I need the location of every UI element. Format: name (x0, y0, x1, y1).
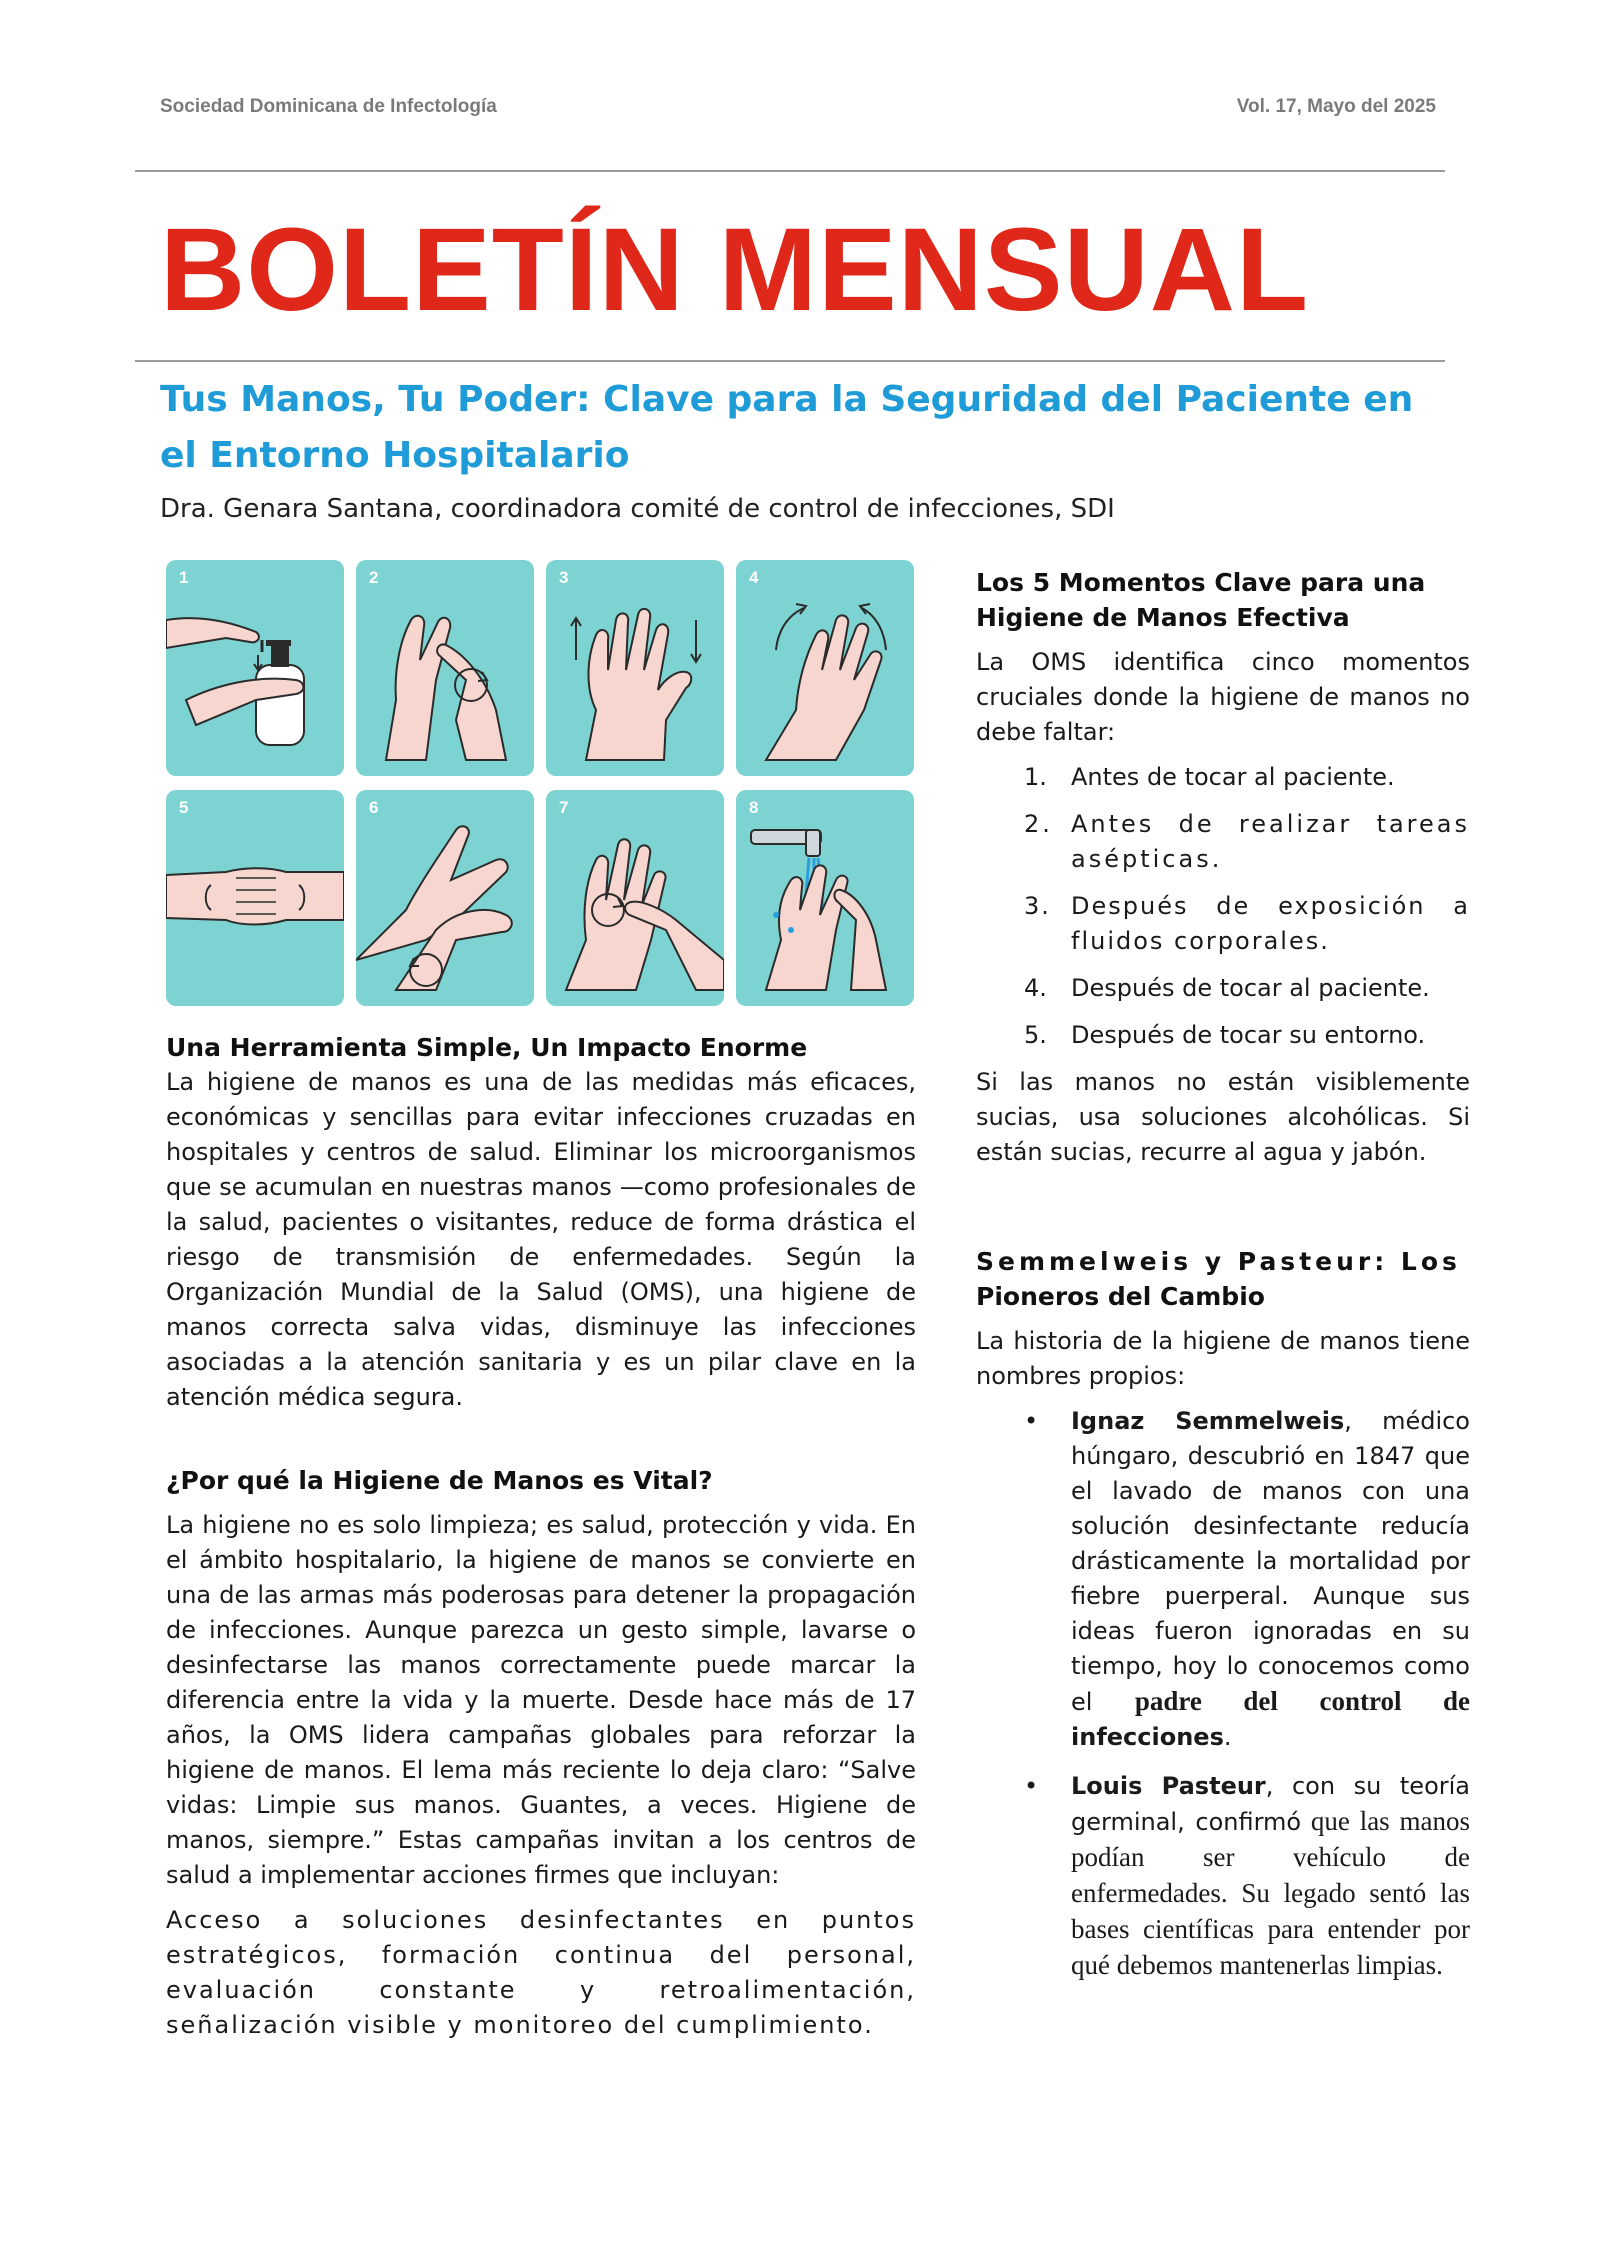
top-divider (135, 170, 1445, 172)
masthead-divider (135, 360, 1445, 362)
section-heading-why-vital: ¿Por qué la Higiene de Manos es Vital? (166, 1466, 713, 1495)
five-moments-list (976, 760, 1470, 1053)
rub-fingertips-icon (546, 790, 724, 1006)
list-item: 1. Antes de tocar al paciente. (1024, 763, 1395, 791)
masthead-title: BOLETÍN MENSUAL (160, 204, 1310, 336)
section-body-simple-tool: La higiene de manos es una de las medidas más eficaces, económicas y sencillas para evitar infecciones cruzadas en hospitales y centros de salud. Eliminar los microorganismos que se acumulan en nuestras manos —como profesionales de la salud, pacientes o visitantes, reduce de forma drástica el riesgo de transmisión de enfermedades. Según la Organización Mundial de la Salud (OMS), una higiene de manos correcta salva vidas, disminuye las infecciones asociadas a la atención sanitaria y es un pilar clave en la atención médica segura. (166, 1068, 916, 1411)
step-tile-7 (546, 790, 724, 1006)
section-heading-pioneers: Semmelweis y Pasteur: Los Pioneros del Cambio (976, 1247, 1461, 1311)
step-tile-6 (356, 790, 534, 1006)
step-number: 6 (369, 798, 379, 817)
list-item: 5. Después de tocar su entorno. (1024, 1021, 1426, 1049)
handwashing-steps-illustration (166, 560, 914, 1006)
step-number: 7 (559, 798, 569, 817)
rub-palms-icon (356, 560, 534, 776)
issue-info: Vol. 17, Mayo del 2025 (1236, 96, 1436, 117)
step-tile-8 (736, 790, 914, 1006)
list-item: 2. Antes de realizar tareas asépticas. (1024, 810, 1470, 873)
list-item: 3. Después de exposición a fluidos corporales. (1024, 892, 1470, 955)
step-number: 8 (749, 798, 759, 817)
step-number: 4 (749, 568, 759, 587)
step-tile-4 (736, 560, 914, 776)
pioneers-list (976, 1404, 1470, 1984)
step-tile-2 (356, 560, 534, 776)
top-bar (160, 96, 1440, 126)
step-number: 5 (179, 798, 189, 817)
bullet-icon: • (1024, 1407, 1039, 1435)
section-heading-simple-tool: Una Herramienta Simple, Un Impacto Enorme (166, 1033, 808, 1062)
list-item: • Louis Pasteur, con su teoría germinal, confirmó que las manos podían ser vehículo de enfermedades. Su legado sentó las bases científicas para entender por qué debemos mantenerlas limpias. (976, 1769, 1470, 1984)
article-title: Tus Manos, Tu Poder: Clave para la Seguridad del Paciente en el Entorno Hospitalario (160, 379, 1414, 476)
five-moments-intro: La OMS identifica cinco momentos cruciales donde la higiene de manos no debe faltar: (976, 648, 1470, 746)
section-heading-five-moments: Los 5 Momentos Clave para una Higiene de Manos Efectiva (976, 568, 1426, 632)
step-number: 3 (559, 568, 569, 587)
pioneers-intro: La historia de la higiene de manos tiene nombres propios: (976, 1327, 1470, 1390)
soap-dispenser-icon (166, 560, 344, 776)
rinse-hands-icon (736, 790, 914, 1006)
interlace-fingers-icon (546, 560, 724, 776)
article-byline: Dra. Genara Santana, coordinadora comité de control de infecciones, SDI (160, 494, 1115, 524)
list-item: 4. Después de tocar al paciente. (1024, 974, 1430, 1002)
step-number: 1 (179, 568, 189, 587)
interlock-fingers-icon (166, 790, 344, 1006)
five-moments-note: Si las manos no están visiblemente sucias, usa soluciones alcohólicas. Si están sucias, recurre al agua y jabón. (976, 1068, 1470, 1166)
step-tile-5 (166, 790, 344, 1006)
organization-name: Sociedad Dominicana de Infectología (160, 96, 497, 117)
section-body-actions: Acceso a soluciones desinfectantes en puntos estratégicos, formación continua del personal, evaluación constante y retroalimentación, señalización visible y monitoreo del cumplimiento. (166, 1906, 916, 2039)
back-of-hands-icon (736, 560, 914, 776)
left-column (166, 1030, 916, 2043)
rotate-thumb-icon (356, 790, 534, 1006)
section-body-why-vital: La higiene no es solo limpieza; es salud, protección y vida. En el ámbito hospitalario, la higiene de manos se convierte en una de las armas más poderosas para detener la propagación de infecciones. Aunque parezca un gesto simple, lavarse o desinfectarse las manos correctamente puede marcar la diferencia entre la vida y la muerte. Desde hace más de 17 años, la OMS lidera campañas globales para reforzar la higiene de manos. El lema más reciente lo deja claro: “Salve vidas: Limpie sus manos. Guantes, a veces. Higiene de manos, siempre.” Estas campañas invitan a los centros de salud a implementar acciones firmes que incluyan: (166, 1511, 916, 1889)
bullet-icon: • (1024, 1772, 1039, 1800)
right-column (976, 565, 1470, 1998)
pioneer-name: Louis Pasteur (1071, 1772, 1266, 1800)
step-tile-1 (166, 560, 344, 776)
list-item: • Ignaz Semmelweis, médico húngaro, descubrió en 1847 que el lavado de manos con una solución desinfectante reducía drásticamente la mortalidad por fiebre puerperal. Aunque sus ideas fueron ignoradas en su tiempo, hoy lo conocemos como el padre del control de infecciones. (976, 1404, 1470, 1755)
step-tile-3 (546, 560, 724, 776)
pioneer-name: Ignaz Semmelweis (1071, 1407, 1345, 1435)
step-number: 2 (369, 568, 379, 587)
